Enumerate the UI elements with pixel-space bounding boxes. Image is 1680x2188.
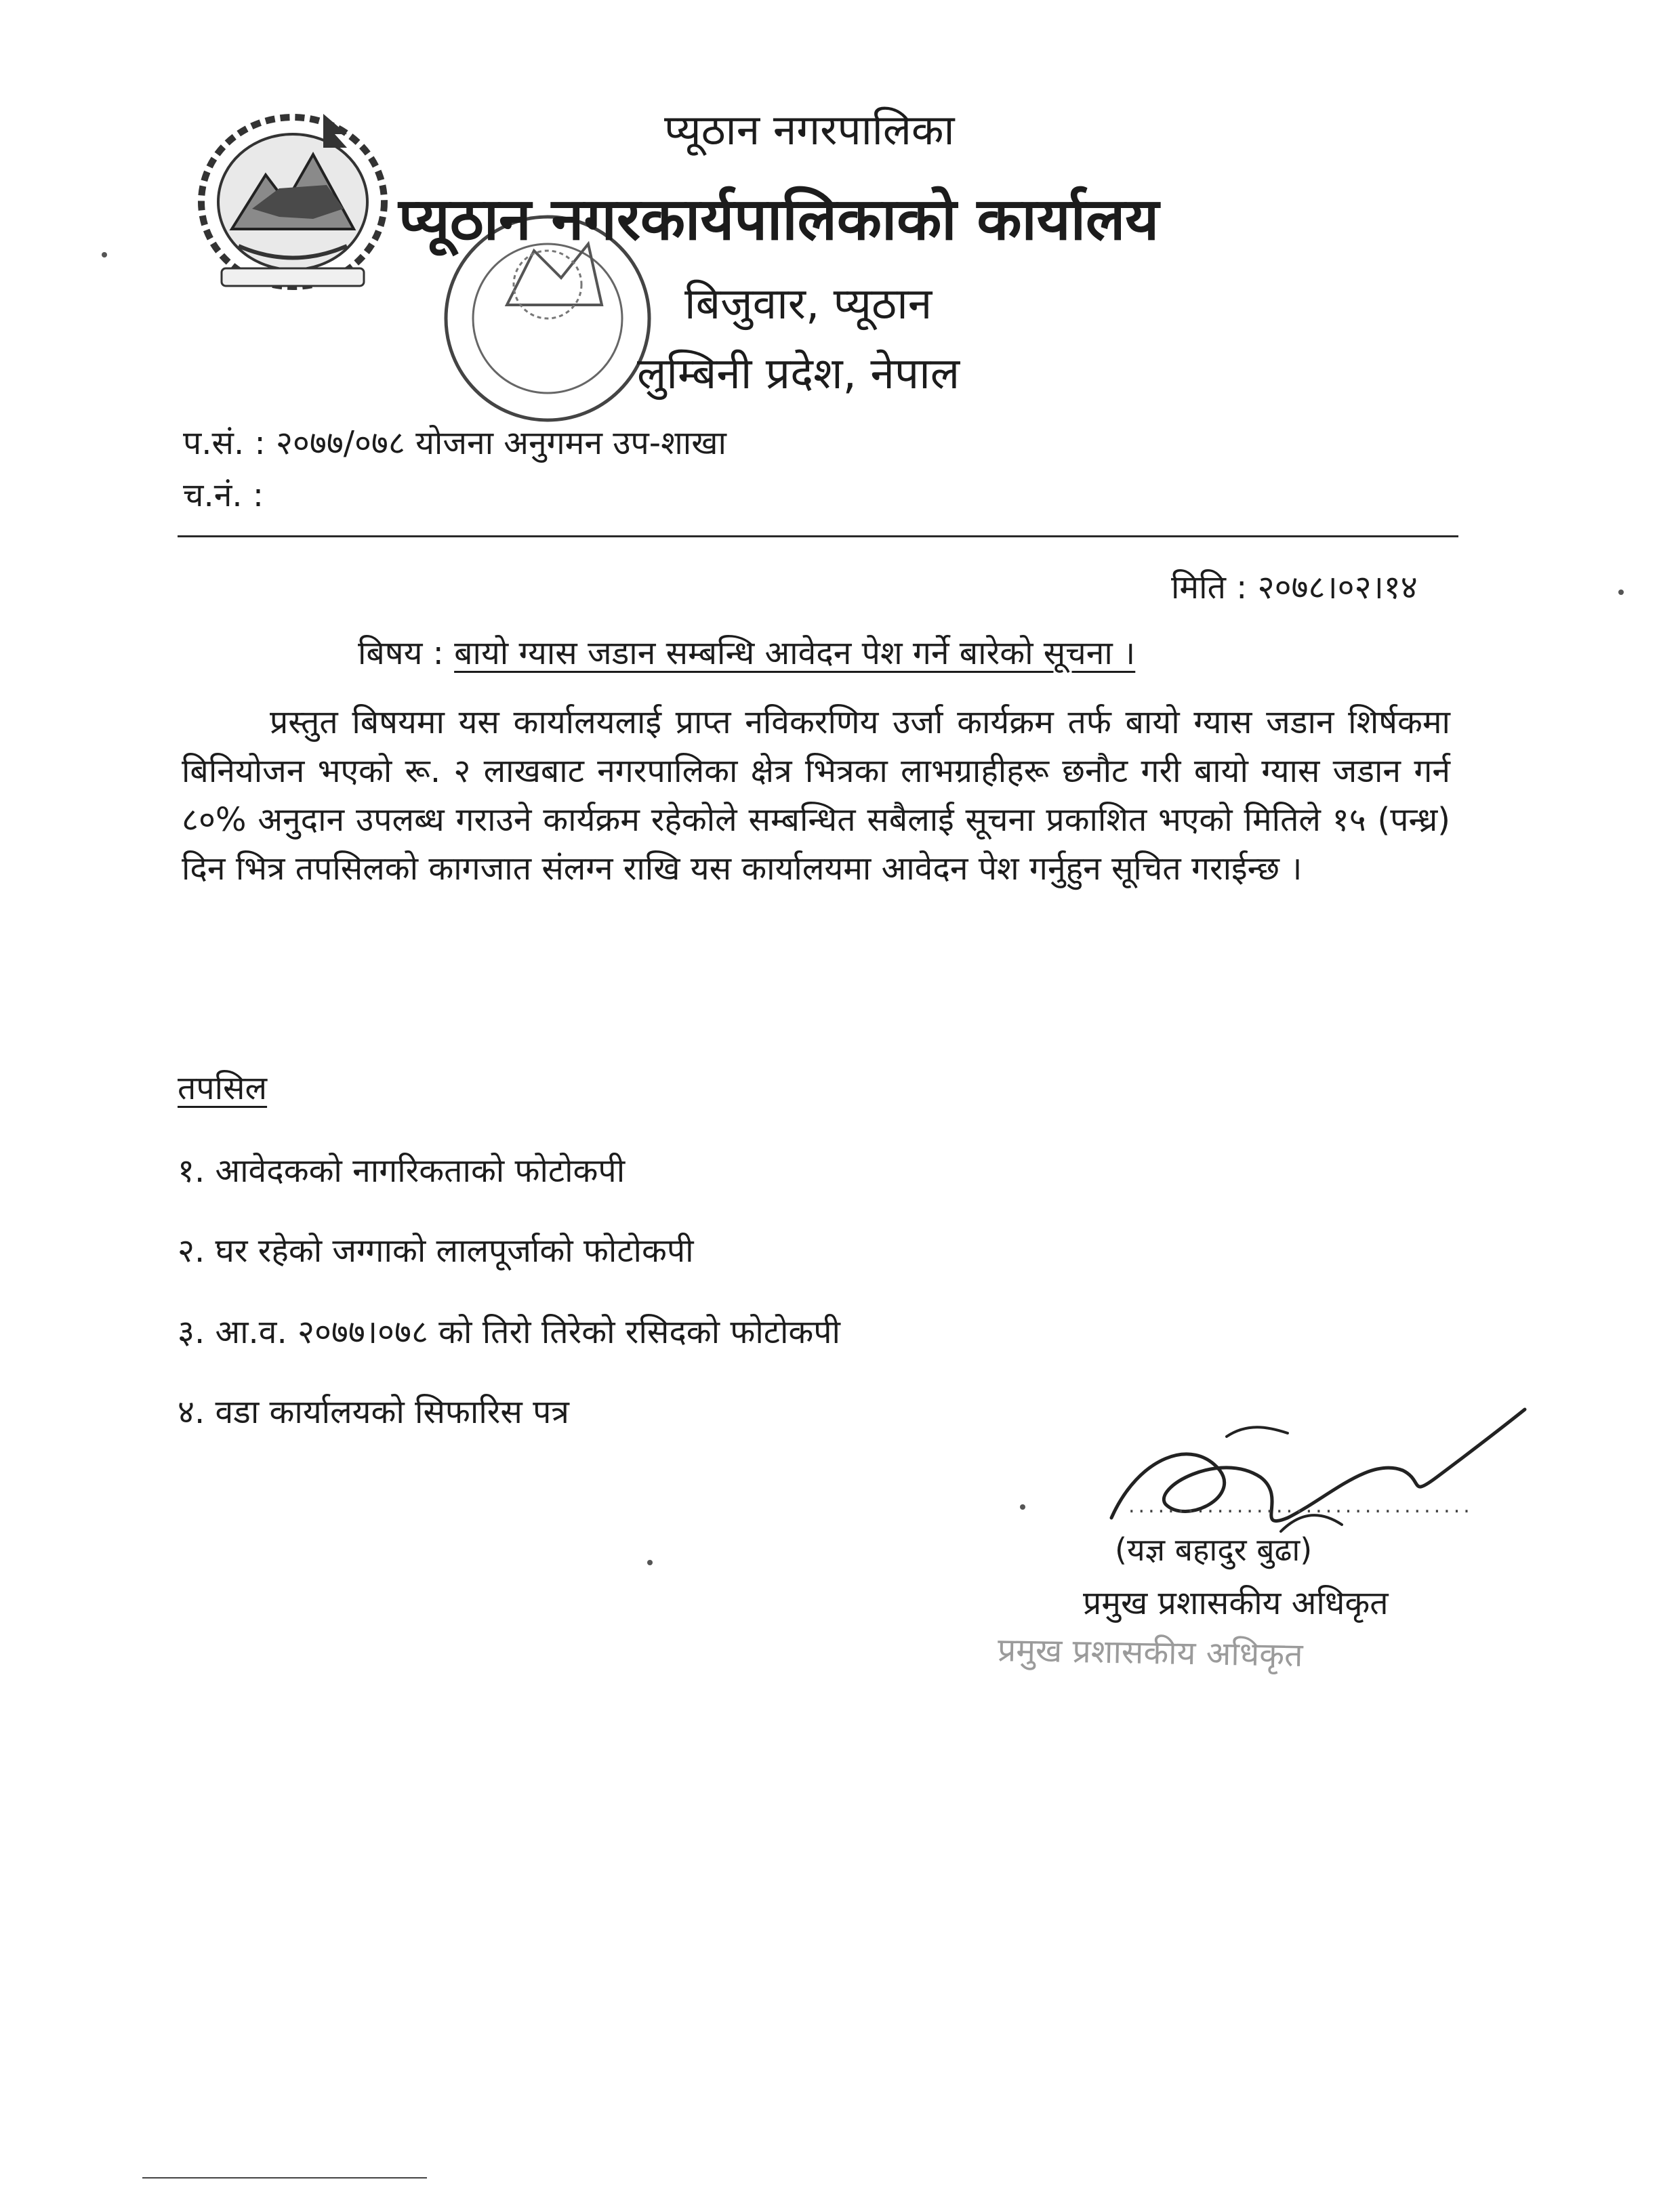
scan-speck	[1020, 1504, 1025, 1510]
signature-line: ...................................	[1128, 1494, 1473, 1518]
office-location: बिजुवार, प्यूठान	[684, 279, 933, 329]
tapasil-heading: तपसिल	[178, 1069, 268, 1107]
list-item: २. घर रहेको जग्गाको लालपूर्जाको फोटोकपी	[178, 1232, 694, 1270]
scan-speck	[647, 1560, 653, 1565]
scan-speck	[102, 252, 107, 257]
list-item: ३. आ.व. २०७७।०७८ को तिरो तिरेको रसिदको फोटोकपी	[178, 1313, 840, 1351]
letter-subject	[358, 630, 1135, 674]
dispatch-number	[183, 472, 264, 516]
signatory-name: (यज्ञ बहादुर बुढा)	[1115, 1531, 1313, 1568]
reference-value: २०७७/०७८ योजना अनुगमन उप-शाखा	[275, 424, 726, 462]
scan-speck	[1618, 590, 1624, 595]
subject-label: बिषय :	[358, 634, 444, 672]
date-label: मिति :	[1171, 569, 1248, 606]
office-name: प्यूठान नगरकार्यपालिकाको कार्यालय	[398, 186, 1160, 253]
letter-date	[1171, 564, 1418, 608]
signatory-title: प्रमुख प्रशासकीय अधिकृत	[1083, 1584, 1389, 1622]
dispatch-label: च.नं. :	[183, 476, 264, 514]
body-paragraph: प्रस्तुत बिषयमा यस कार्यालयलाई प्राप्त नविकरणिय उर्जा कार्यक्रम तर्फ बायो ग्यास जडान शिर्षकमा बिनियोजन भएको रू. २ लाखबाट नगरपालिका क्षेत्र भित्रका लाभग्राहीहरू छनौट गरी बायो ग्यास जडान गर्न ८०% अनुदान उपलब्ध गराउने कार्यक्रम रहेकोले सम्बन्धित सबैलाई सूचना प्रकाशित भएको मितिले १५ (पन्ध्र) दिन भित्र तपसिलको कागजात संलग्न राखि यस कार्यालयमा आवेदन पेश गर्नुहुन सूचित गराईन्छ ।	[182, 703, 1450, 888]
header-divider	[178, 535, 1458, 537]
reference-label: प.सं. :	[183, 424, 266, 462]
date-value: २०७८।०२।१४	[1257, 569, 1418, 606]
list-item: १. आवेदकको नागरिकताको फोटोकपी	[178, 1152, 626, 1190]
footer-divider	[142, 2177, 427, 2179]
list-item: ४. वडा कार्यालयको सिफारिस पत्र	[178, 1393, 569, 1431]
municipality-name: प्यूठान नगरपालिका	[664, 105, 955, 154]
reference-number	[183, 420, 726, 464]
designation-stamp: प्रमुख प्रशासकीय अधिकृत	[997, 1631, 1304, 1674]
subject-text: बायो ग्यास जडान सम्बन्धि आवेदन पेश गर्ने बारेको सूचना ।	[454, 634, 1136, 672]
nepal-emblem-icon	[184, 100, 401, 304]
office-province: लुम्बिनी प्रदेश, नेपाल	[637, 349, 960, 399]
